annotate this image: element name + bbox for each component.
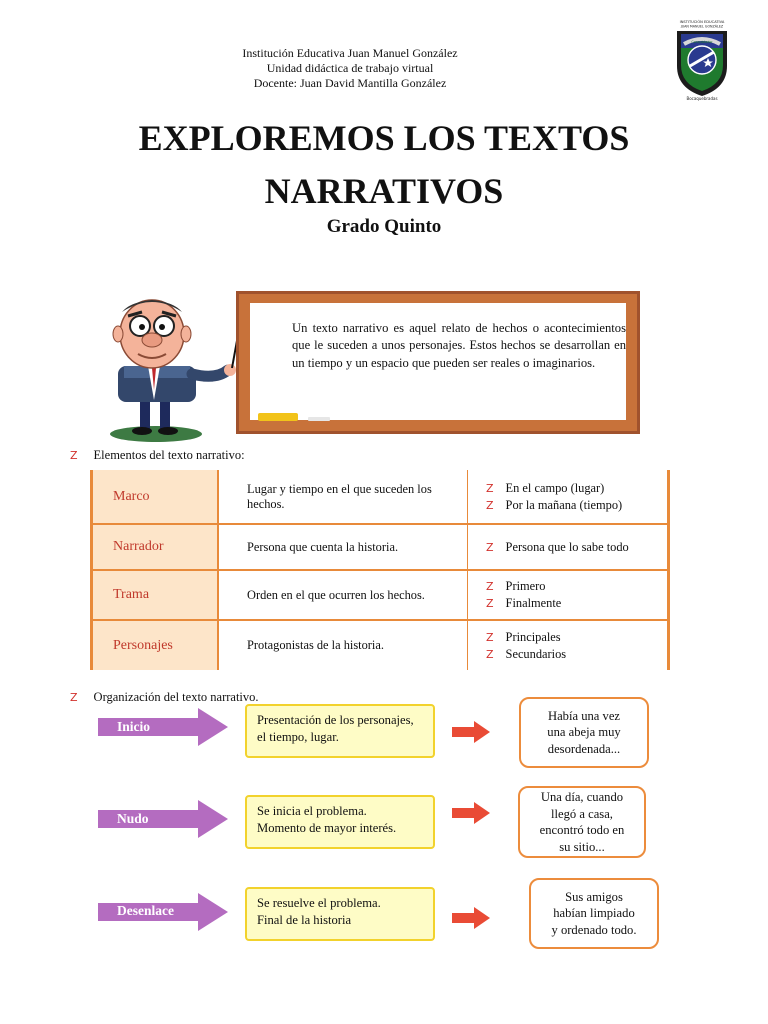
bullet-icon: Z (486, 630, 494, 644)
bullet-icon: Z (486, 597, 494, 610)
element-description: Persona que cuenta la historia. (218, 524, 468, 570)
element-name: Personajes (92, 620, 219, 670)
element-examples: Z Principales Z Secundarios (468, 620, 669, 670)
teacher-illustration (104, 294, 244, 444)
stage-label: Desenlace (117, 903, 174, 918)
section-elements-heading: Z Elementos del texto narrativo: (70, 448, 245, 462)
element-description: Orden en el que ocurren los hechos. (218, 570, 468, 620)
page-subtitle: Grado Quinto (326, 216, 442, 237)
svg-text:Conquistador: Conquistador (691, 40, 713, 44)
element-description: Protagonistas de la historia. (218, 620, 468, 670)
svg-text:INSTITUCIÓN EDUCATIVA: INSTITUCIÓN EDUCATIVA (679, 20, 725, 24)
bullet-icon: Z (486, 540, 494, 554)
bullet-icon: Z (486, 481, 494, 495)
page-title-line2: NARRATIVOS (264, 171, 504, 211)
page-title-line1: EXPLOREMOS LOS TEXTOS (138, 118, 630, 158)
stage-example: Una día, cuando llegó a casa, encontró todo en su sitio... (518, 786, 646, 858)
right-arrow-icon (452, 802, 490, 824)
element-examples: Z Persona que lo sabe todo (468, 524, 669, 570)
stage-label: Inicio (117, 719, 151, 734)
stage-description: Se inicia el problema. Momento de mayor interés. (245, 795, 435, 849)
bullet-icon: Z (486, 580, 494, 593)
bullet-icon: Z (70, 691, 78, 704)
bullet-icon: Z (70, 449, 78, 462)
svg-text:Bocaquebradas: Bocaquebradas (686, 96, 718, 101)
elements-table (90, 470, 670, 670)
stage-example: Sus amigos habían limpiado y ordenado todo. (529, 878, 659, 949)
bullet-icon: Z (486, 647, 494, 661)
school-logo (672, 18, 732, 102)
unit-name: Unidad didáctica de trabajo virtual (266, 61, 434, 75)
element-name: Narrador (92, 524, 219, 570)
bullet-icon: Z (486, 498, 494, 512)
right-arrow-icon (452, 721, 490, 743)
element-description: Lugar y tiempo en el que suceden los hechos. (218, 470, 468, 524)
teacher-name: Docente: Juan David Mantilla González (253, 76, 447, 90)
stage-label: Nudo (117, 811, 149, 826)
svg-text:JUAN MANUEL GONZÁLEZ: JUAN MANUEL GONZÁLEZ (680, 24, 724, 29)
table-row (92, 524, 669, 570)
element-name: Trama (92, 570, 219, 620)
table-row (92, 470, 669, 524)
table-row (92, 620, 669, 670)
narrative-definition: Un texto narrativo es aquel relato de hechos o acontecimientos que le suceden a unos personajes. Estos hechos se desarrollan en un tiempo y un espacio que pueden ser reales o imaginarios. (292, 321, 626, 370)
header (150, 46, 550, 91)
element-examples: Z Primero Z Finalmente (468, 570, 669, 620)
right-arrow-icon (452, 907, 490, 929)
stage-description: Se resuelve el problema. Final de la historia (245, 887, 435, 941)
institution-name: Institución Educativa Juan Manuel González (242, 46, 458, 60)
stage-description: Presentación de los personajes, el tiempo, lugar. (245, 704, 435, 758)
element-examples: Z En el campo (lugar) Z Por la mañana (tiempo) (468, 470, 669, 524)
stage-example: Había una vez una abeja muy desordenada... (519, 697, 649, 768)
section-organization-heading: Z Organización del texto narrativo. (70, 690, 259, 704)
table-row (92, 570, 669, 620)
element-name: Marco (92, 470, 219, 524)
